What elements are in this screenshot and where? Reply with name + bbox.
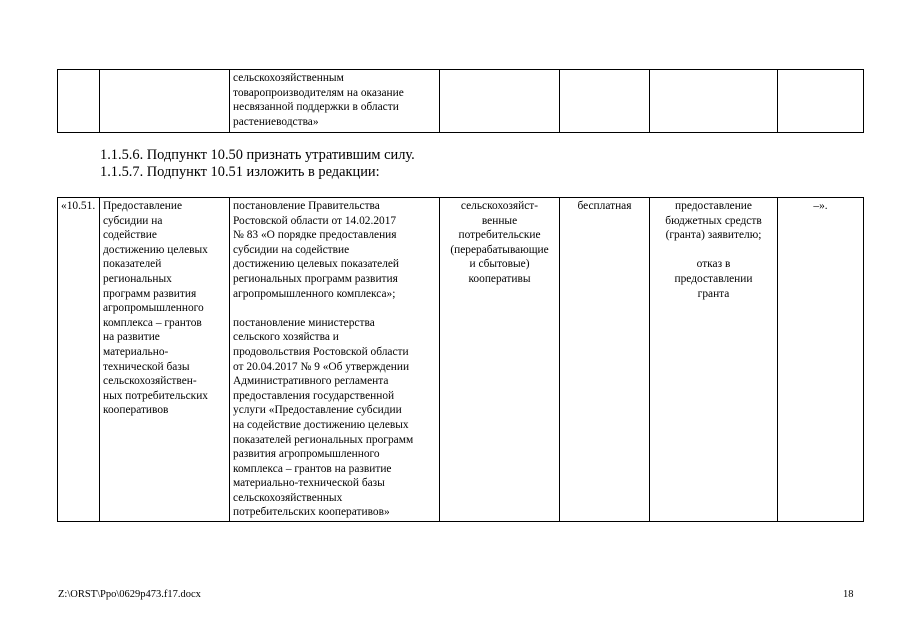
- top-table-fragment: [57, 69, 864, 133]
- footer-file-path: Z:\ORST\Ppo\0629p473.f17.docx: [58, 589, 201, 600]
- item-number-cell: «10.51.: [58, 198, 100, 522]
- table-cell: [100, 70, 230, 133]
- table-cell: [230, 70, 440, 133]
- table-cell: [778, 70, 864, 133]
- paragraph-item-1-1-5-6: 1.1.5.6. Подпункт 10.50 признать утратившим силу.: [100, 147, 415, 163]
- end-mark-cell: –».: [778, 198, 864, 522]
- page-number: 18: [843, 589, 854, 600]
- recipients-cell: сельскохозяйст- венные потребительские (перерабатывающие и сбытовые) кооперативы: [440, 198, 560, 522]
- subsidy-table: [57, 197, 864, 522]
- table-cell: [58, 70, 100, 133]
- table-cell: [650, 70, 778, 133]
- service-name-cell: Предоставление субсидии на содействие достижению целевых показателей региональных программ развития агропромышленного комплекса – грантов на развитие материально- технической базы сельскохозяйствен- ных потребительских кооперативов: [100, 198, 230, 522]
- legal-basis-cell: постановление Правительства Ростовской области от 14.02.2017 № 83 «О порядке предоставления субсидии на содействие достижению целевых показателей региональных программ развития агропромышленного комплекса»; постановление министерства сельского хозяйства и продовольствия Ростовской области от 20.04.2017 № 9 «Об утверждении Административного регламента предоставления государственной услуги «Предоставление субсидии на содействие достижению целевых показателей региональных программ развития агропромышленного комплекса – грантов на развитие материально-технической базы сельскохозяйственных потребительских кооперативов»: [230, 198, 440, 522]
- table-cell: [440, 70, 560, 133]
- result-cell: предоставление бюджетных средств (гранта) заявителю; отказ в предоставлении гранта: [650, 198, 778, 522]
- table-row: [58, 70, 864, 133]
- table-row: [58, 198, 864, 522]
- paragraph-item-1-1-5-7: 1.1.5.7. Подпункт 10.51 изложить в редакции:: [100, 164, 380, 180]
- payment-cell: бесплатная: [560, 198, 650, 522]
- table-cell: [560, 70, 650, 133]
- basis-text: сельскохозяйственным товаропроизводителям на оказание несвязанной поддержки в области растениеводства»: [233, 72, 404, 128]
